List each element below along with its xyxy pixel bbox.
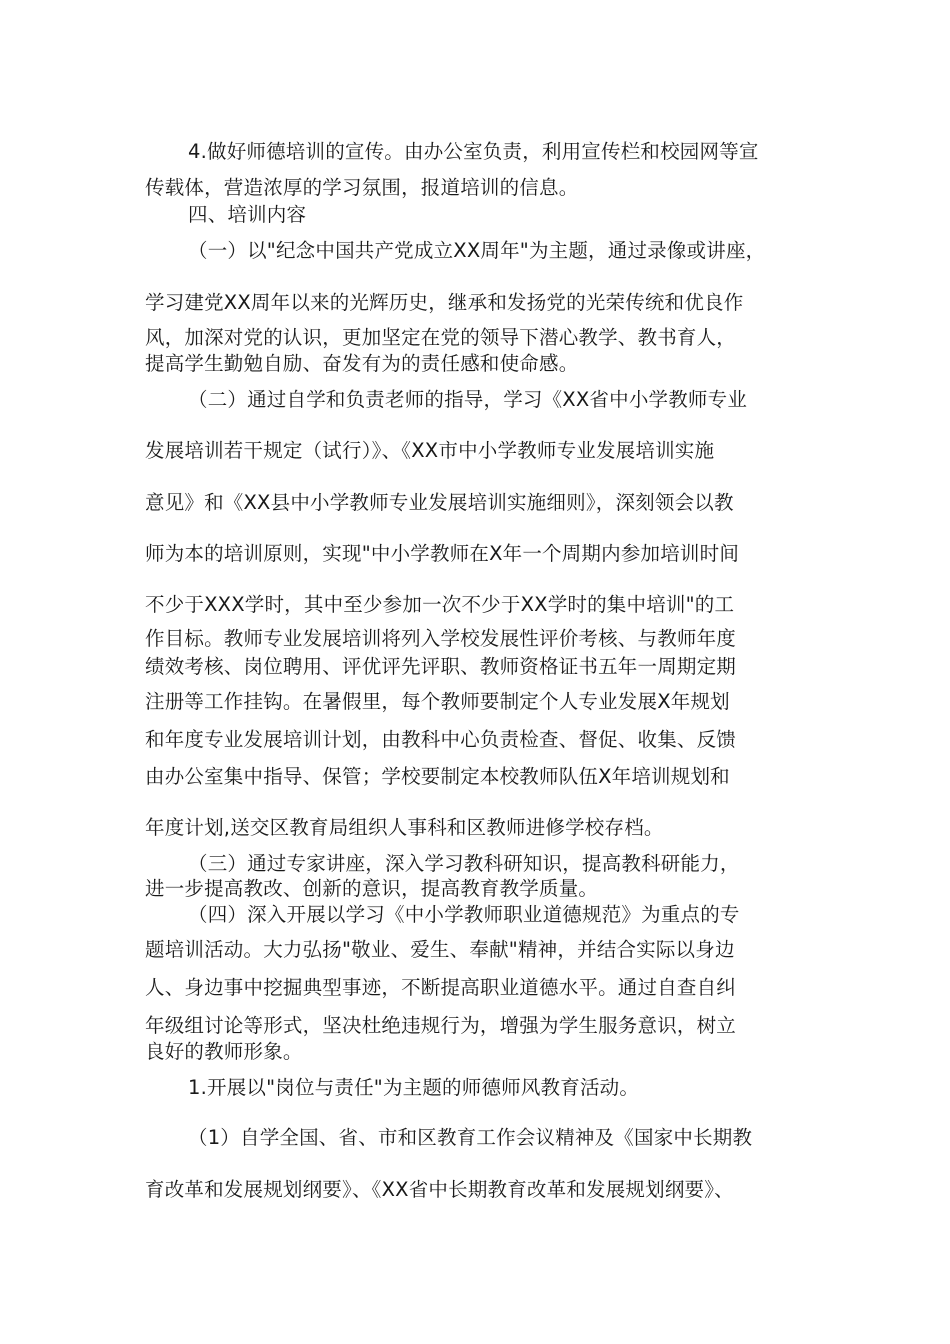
text-line: 4.做好师德培训的宣传。由办公室负责，利用宣传栏和校园网等宣 xyxy=(188,140,759,163)
text-line: 提高学生勤勉自励、奋发有为的责任感和使命感。 xyxy=(145,352,579,375)
text-line: 进一步提高教改、创新的意识，提高教育教学质量。 xyxy=(145,877,599,900)
text-line: 人、身边事中挖掘典型事迹，不断提高职业道德水平。通过自查自纠 xyxy=(145,976,737,999)
text-line: 传载体，营造浓厚的学习氛围，报道培训的信息。 xyxy=(145,176,579,199)
text-line: 题培训活动。大力弘扬"敬业、爱生、奉献"精神，并结合实际以身边 xyxy=(145,938,735,961)
text-line: 育改革和发展规划纲要》、《XX省中长期教育改革和发展规划纲要》、 xyxy=(145,1178,734,1201)
text-line: 意见》和《XX县中小学教师专业发展培训实施细则》，深刻领会以教 xyxy=(145,491,734,514)
text-line: 1.开展以"岗位与责任"为主题的师德师风教育活动。 xyxy=(188,1076,640,1099)
text-line: 师为本的培训原则，实现"中小学教师在X年一个周期内参加培训时间 xyxy=(145,542,740,565)
text-line: （二）通过自学和负责老师的指导，学习《XX省中小学教师专业 xyxy=(188,388,748,411)
text-line: （1）自学全国、省、市和区教育工作会议精神及《国家中长期教 xyxy=(188,1126,753,1149)
text-line: 绩效考核、岗位聘用、评优评先评职、教师资格证书五年一周期定期 xyxy=(145,655,737,678)
text-line: 和年度专业发展培训计划，由教科中心负责检查、督促、收集、反馈 xyxy=(145,728,737,751)
text-line: 年度计划,送交区教育局组织人事科和区教师进修学校存档。 xyxy=(145,816,664,839)
text-line: 注册等工作挂钩。在暑假里，每个教师要制定个人专业发展X年规划 xyxy=(145,690,730,713)
text-line: 风，加深对党的认识，更加坚定在党的领导下潜心教学、教书育人， xyxy=(145,326,737,349)
section-heading: 四、培训内容 xyxy=(188,203,307,226)
text-line: 发展培训若干规定（试行）》、《XX市中小学教师专业发展培训实施 xyxy=(145,439,715,462)
text-line: 年级组讨论等形式，坚决杜绝违规行为，增强为学生服务意识，树立 xyxy=(145,1014,737,1037)
text-line: 作目标。教师专业发展培训将列入学校发展性评价考核、与教师年度 xyxy=(145,627,737,650)
text-line: 良好的教师形象。 xyxy=(145,1040,303,1063)
text-line: 不少于XXX学时，其中至少参加一次不少于XX学时的集中培训"的工 xyxy=(145,593,735,616)
text-line: （四）深入开展以学习《中小学教师职业道德规范》为重点的专 xyxy=(188,903,740,926)
text-line: （一）以"纪念中国共产党成立XX周年"为主题，通过录像或讲座， xyxy=(188,239,766,262)
text-line: 由办公室集中指导、保管；学校要制定本校教师队伍X年培训规划和 xyxy=(145,765,730,788)
text-line: 学习建党XX周年以来的光辉历史，继承和发扬党的光荣传统和优良作 xyxy=(145,291,744,314)
text-line: （三）通过专家讲座，深入学习教科研知识，提高教科研能力， xyxy=(188,852,740,875)
